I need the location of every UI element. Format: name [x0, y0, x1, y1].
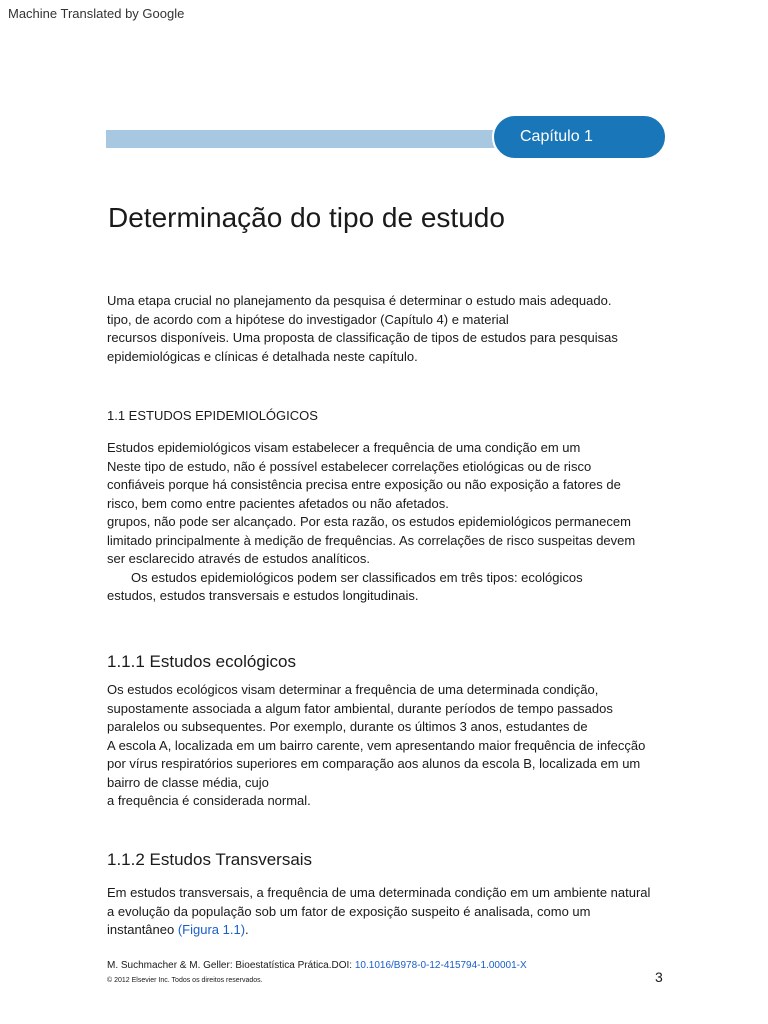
intro-line: tipo, de acordo com a hipótese do investigador (Capítulo 4) e material: [107, 311, 509, 327]
footer-citation: [107, 960, 527, 971]
chapter-title: Determinação do tipo de estudo: [108, 202, 505, 233]
body-line: Em estudos transversais, a frequência de uma determinada condição em um ambiente natural: [107, 885, 651, 900]
section-heading-epidemiological: 1.1 ESTUDOS EPIDEMIOLÓGICOS: [107, 408, 318, 423]
chapter-label: Capítulo 1: [492, 114, 667, 160]
body-line: paralelos ou subsequentes. Por exemplo, durante os últimos 3 anos, estudantes de: [107, 719, 588, 734]
page-number: 3: [655, 969, 663, 985]
intro-paragraph: [107, 292, 677, 366]
body-text: .: [245, 922, 249, 937]
body-line: grupos, não pode ser alcançado. Por esta razão, os estudos epidemiológicos permanecem: [107, 514, 631, 529]
cross-sectional-paragraph: [107, 884, 677, 940]
subsection-heading-cross-sectional: 1.1.2 Estudos Transversais: [107, 850, 313, 869]
intro-line: epidemiológicas e clínicas é detalhada neste capítulo.: [107, 348, 418, 364]
body-line: Neste tipo de estudo, não é possível estabelecer correlações etiológicas ou de risco: [107, 458, 592, 474]
body-line-indented: Os estudos epidemiológicos podem ser classificados em três tipos: ecológicos: [131, 569, 583, 585]
machine-translation-watermark: Machine Translated by Google: [8, 6, 185, 21]
body-line: estudos, estudos transversais e estudos longitudinais.: [107, 588, 419, 603]
body-line: confiáveis porque há consistência precisa entre exposição ou não exposição a fatores de: [107, 477, 621, 492]
body-line: risco, bem como entre pacientes afetados ou não afetados.: [107, 495, 449, 511]
intro-line: recursos disponíveis. Uma proposta de classificação de tipos de estudos para pesquisas: [107, 330, 618, 345]
intro-line: Uma etapa crucial no planejamento da pesquisa é determinar o estudo mais adequado.: [107, 293, 612, 308]
body-line: Os estudos ecológicos visam determinar a frequência de uma determinada condição,: [107, 682, 599, 697]
body-line: [107, 921, 677, 940]
body-line: A escola A, localizada em um bairro carente, vem apresentando maior frequência de infecção: [107, 737, 646, 753]
body-line: limitado principalmente à medição de frequências. As correlações de risco suspeitas devem: [107, 532, 636, 548]
citation-text: M. Suchmacher & M. Geller: Bioestatística Prática.DOI:: [107, 960, 355, 971]
doi-link[interactable]: 10.1016/B978-0-12-415794-1.00001-X: [354, 960, 527, 971]
body-line: a frequência é considerada normal.: [107, 793, 311, 808]
body-text: instantâneo: [107, 922, 178, 937]
chapter-header-bar: [106, 130, 506, 148]
body-line: por vírus respiratórios superiores em comparação aos alunos da escola B, localizada em um: [107, 756, 641, 771]
body-line: a evolução da população sob um fator de exposição suspeito é analisada, como um: [107, 903, 591, 919]
footer-copyright: © 2012 Elsevier Inc. Todos os direitos reservados.: [107, 977, 263, 984]
epidemiological-paragraph: [107, 439, 677, 606]
figure-link[interactable]: (Figura 1.1): [177, 922, 246, 937]
body-line: supostamente associada a algum fator ambiental, durante períodos de tempo passados: [107, 700, 613, 716]
body-line: bairro de classe média, cujo: [107, 774, 269, 790]
ecological-paragraph: [107, 681, 677, 811]
body-line: Estudos epidemiológicos visam estabelecer a frequência de uma condição em um: [107, 440, 581, 455]
subsection-heading-ecological: 1.1.1 Estudos ecológicos: [107, 652, 297, 671]
body-line: ser esclarecido através de estudos analíticos.: [107, 551, 371, 566]
